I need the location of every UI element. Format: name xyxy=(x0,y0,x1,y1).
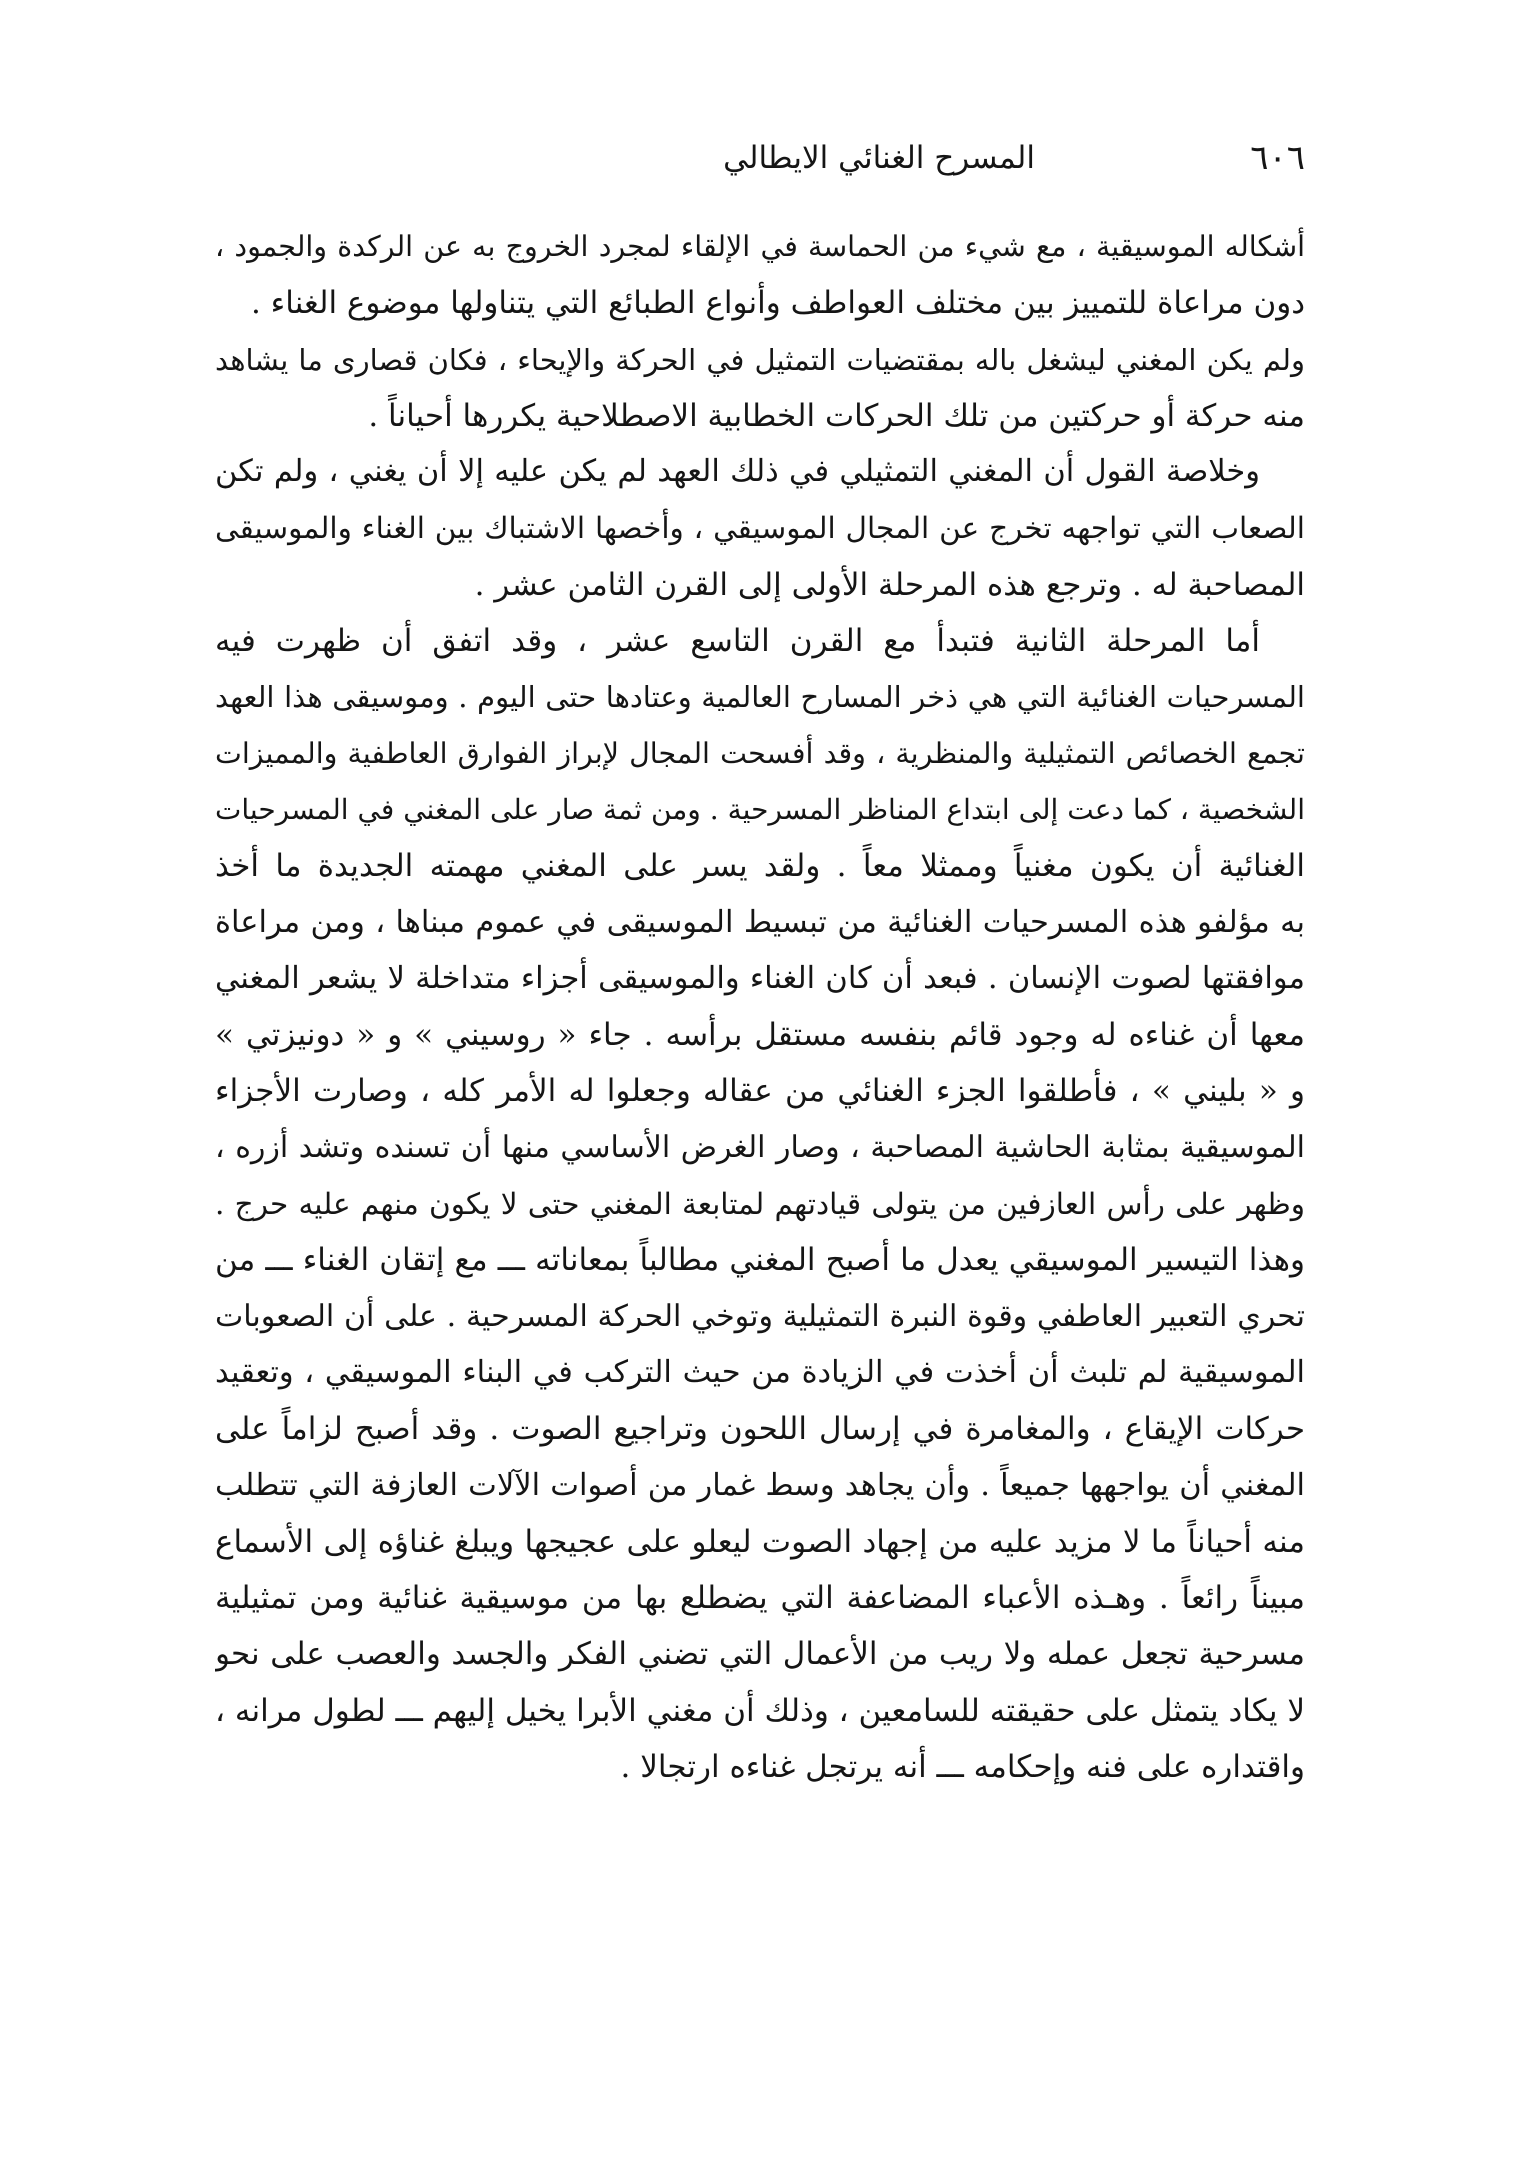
text-line: وخلاصة القول أن المغني التمثيلي في ذلك العهد لم يكن عليه إلا أن يغني ، ولم تكن xyxy=(215,454,1260,490)
text-line: الغنائية أن يكون مغنياً وممثلا معاً . ولقد يسر على المغني مهمته الجديدة ما أخذ xyxy=(215,848,1305,885)
text-line: الشخصية ، كما دعت إلى ابتداع المناظر المسرحية . ومن ثمة صار على المغني في المسرحيات xyxy=(215,792,1305,826)
text-line: دون مراعاة للتمييز بين مختلف العواطف وأنواع الطبائع التي يتناولها موضوع الغناء . xyxy=(250,285,1305,322)
text-line: أشكاله الموسيقية ، مع شيء من الحماسة في الإلقاء لمجرد الخروج به عن الركدة والجمود ، xyxy=(215,230,1305,263)
body-text xyxy=(215,219,1305,1795)
text-line: حركات الإيقاع ، والمغامرة في إرسال اللحون وتراجيع الصوت . وقد أصبح لزاماً على xyxy=(215,1411,1305,1448)
text-line: وظهر على رأس العازفين من يتولى قيادتهم لمتابعة المغني حتى لا يكون منهم عليه حرج . xyxy=(215,1187,1305,1222)
page-header xyxy=(215,138,1305,198)
text-line: أما المرحلة الثانية فتبدأ مع القرن التاسع عشر ، وقد اتفق أن ظهرت فيه xyxy=(215,623,1260,660)
text-line: مبيناً رائعاً . وهـذه الأعباء المضاعفة التي يضطلع بها من موسيقية غنائية ومن تمثيلية xyxy=(215,1580,1305,1617)
text-line: الصعاب التي تواجهه تخرج عن المجال الموسيقي ، وأخصها الاشتباك بين الغناء والموسيقى xyxy=(215,511,1305,546)
text-line: منه حركة أو حركتين من تلك الحركات الخطابية الاصطلاحية يكررها أحياناً . xyxy=(368,397,1305,434)
running-title: المسرح الغنائي الايطالي xyxy=(723,140,1035,176)
text-line: وهذا التيسير الموسيقي يعدل ما أصبح المغني مطالباً بمعاناته ـــ مع إتقان الغناء ـــ من xyxy=(215,1242,1305,1279)
text-line: ولم يكن المغني ليشغل باله بمقتضيات التمثيل في الحركة والإيحاء ، فكان قصارى ما يشاهد xyxy=(215,342,1305,377)
text-line: به مؤلفو هذه المسرحيات الغنائية من تبسيط الموسيقى في عموم مبناها ، ومن مراعاة xyxy=(215,904,1305,940)
text-line: منه أحياناً ما لا مزيد عليه من إجهاد الصوت ليعلو على عجيجها ويبلغ غناؤه إلى الأسماع xyxy=(215,1523,1305,1560)
text-line: تحري التعبير العاطفي وقوة النبرة التمثيلية وتوخي الحركة المسرحية . على أن الصعوبات xyxy=(215,1298,1305,1334)
text-line: لا يكاد يتمثل على حقيقته للسامعين ، وذلك أن مغني الأبرا يخيل إليهم ـــ لطول مرانه ، xyxy=(215,1692,1305,1729)
text-line: المسرحيات الغنائية التي هي ذخر المسارح العالمية وعتادها حتى اليوم . وموسيقى هذا العهد xyxy=(215,680,1305,715)
text-line: المصاحبة له . وترجع هذه المرحلة الأولى إلى القرن الثامن عشر . xyxy=(474,566,1305,603)
text-line: تجمع الخصائص التمثيلية والمنظرية ، وقد أفسحت المجال لإبراز الفوارق العاطفية والمميزات xyxy=(215,736,1305,770)
page-number: ٦٠٦ xyxy=(1250,138,1305,178)
text-line: واقتداره على فنه وإحكامه ـــ أنه يرتجل غناءه ارتجالا . xyxy=(620,1749,1305,1786)
text-line: و « بليني » ، فأطلقوا الجزء الغنائي من عقاله وجعلوا له الأمر كله ، وصارت الأجزاء xyxy=(215,1073,1305,1110)
text-line: موافقتها لصوت الإنسان . فبعد أن كان الغناء والموسيقى أجزاء متداخلة لا يشعر المغني xyxy=(215,960,1305,996)
text-line: الموسيقية لم تلبث أن أخذت في الزيادة من حيث التركب في البناء الموسيقي ، وتعقيد xyxy=(215,1354,1305,1390)
text-line: المغني أن يواجهها جميعاً . وأن يجاهد وسط غمار من أصوات الآلات العازفة التي تتطلب xyxy=(215,1467,1305,1503)
text-line: معها أن غناءه له وجود قائم بنفسه مستقل برأسه . جاء « روسيني » و « دونيزتي » xyxy=(215,1017,1305,1054)
text-line: الموسيقية بمثابة الحاشية المصاحبة ، وصار الغرض الأساسي منها أن تسنده وتشد أزره ، xyxy=(215,1129,1305,1165)
text-line: مسرحية تجعل عمله ولا ريب من الأعمال التي تضني الفكر والجسد والعصب على نحو xyxy=(215,1636,1305,1673)
